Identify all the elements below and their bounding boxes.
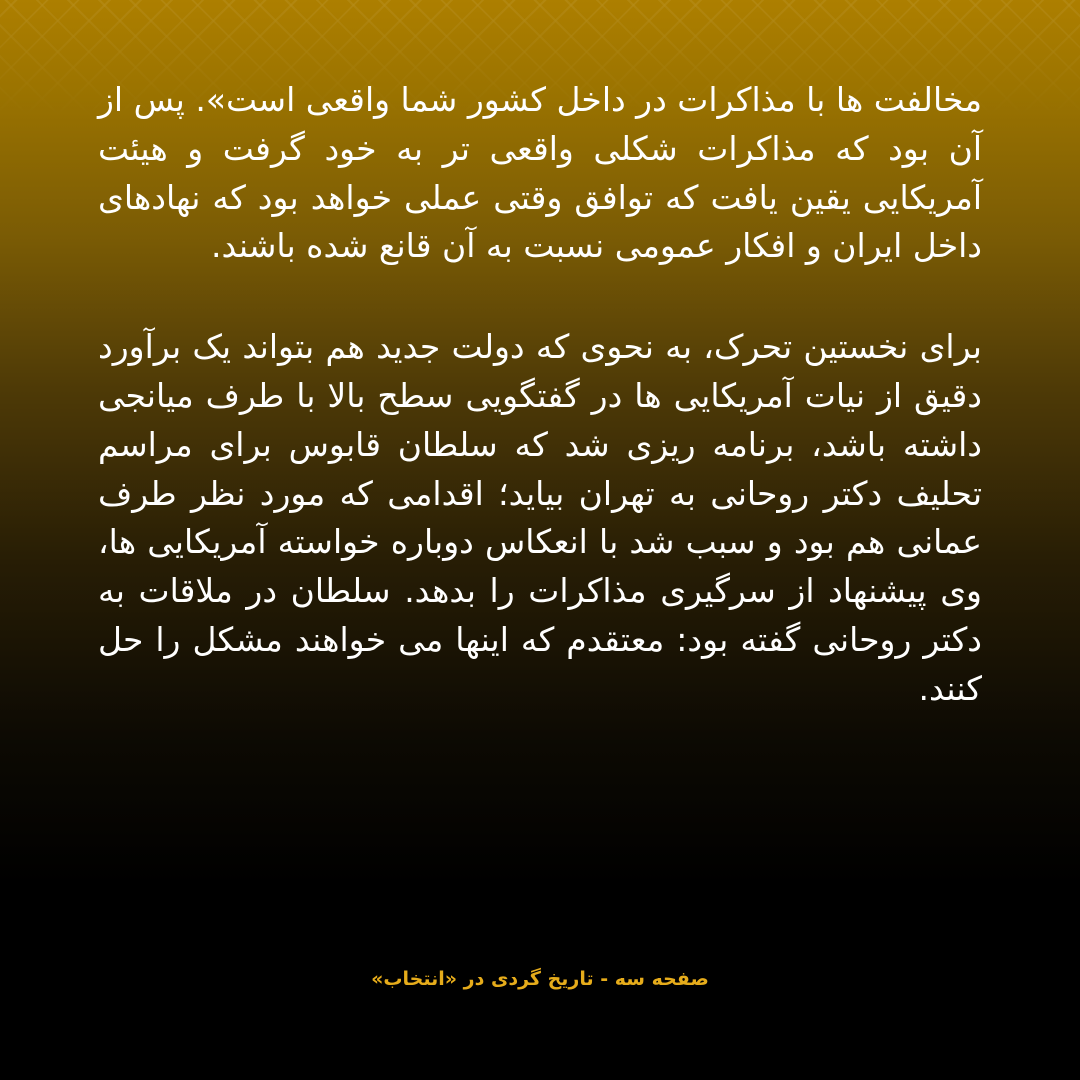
paragraph-2: برای نخستین تحرک، به نحوی که دولت جدید هم بتواند یک برآورد دقیق از نیات آمریکایی ها در گفتگویی سطح بالا با طرف میانجی داشته باشد، برنامه ریزی شد که سلطان قابوس برای مراسم تحلیف دکتر روحانی به تهران بیاید؛ اقدامی که مورد نظر طرف عمانی هم بود و سبب شد با انعکاس دوباره خواسته آمریکایی ها، وی پیشنهاد از سرگیری مذاکرات را بدهد. سلطان در ملاقات به دکتر روحانی گفته بود: معتقدم که اینها می خواهند مشکل را حل کنند. xyxy=(98,327,982,708)
page-footer: صفحه سه - تاریخ گردی در «انتخاب» xyxy=(371,968,709,990)
paragraph-1: مخالفت ها با مذاکرات در داخل کشور شما واقعی است». پس از آن بود که مذاکرات شکلی واقعی تر به خود گرفت و هیئت آمریکایی یقین یافت که توافق وقتی عملی خواهد بود که نهادهای داخل ایران و افکار عمومی نسبت به آن قانع شده باشند. xyxy=(98,80,982,266)
article-body xyxy=(98,76,982,714)
paragraph-spacer xyxy=(98,271,982,323)
